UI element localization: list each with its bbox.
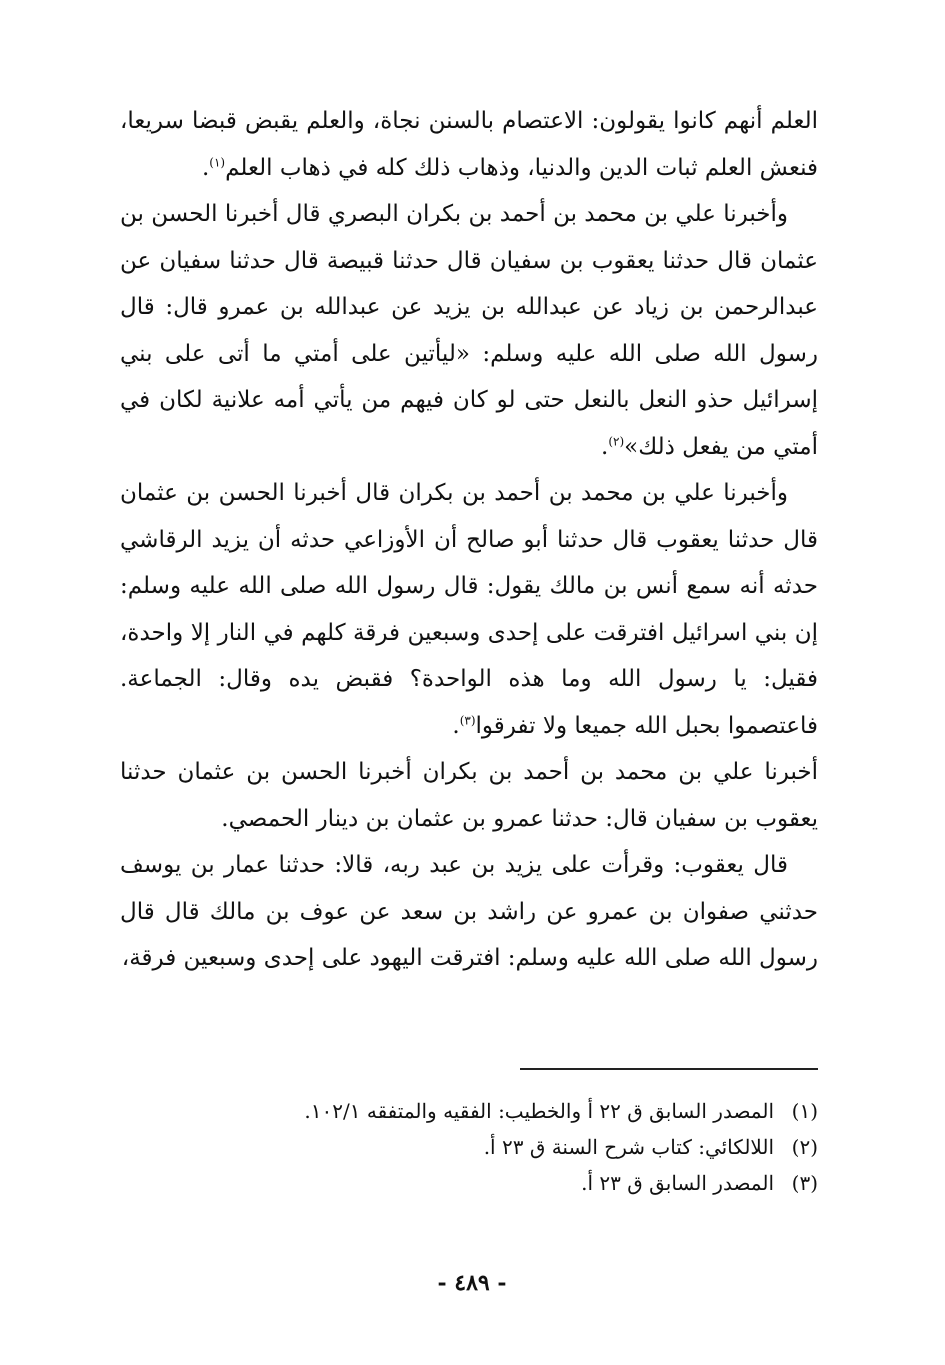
paragraph-text: قال يعقوب: وقرأت على يزيد بن عبد ربه، قالا: حدثنا عمار بن يوسف حدثني صفوان بن عمرو عن راشد بن سعد عن عوف بن مالك قال قال رسول الله صلى الله عليه وسلم: افترقت اليهود على إحدى وسبعين فرقة، — [120, 852, 818, 971]
footnote-2 — [120, 1129, 818, 1165]
footnote-mark: (١) — [209, 154, 226, 169]
footnote-number: (٢) — [791, 1135, 818, 1159]
footnote-text: المصدر السابق ق ٢٣ أ. — [581, 1171, 774, 1195]
footnotes — [120, 1093, 818, 1201]
paragraph-text: وأخبرنا علي بن محمد بن أحمد بن بكران البصري قال أخبرنا الحسن بن عثمان قال حدثنا يعقوب بن سفيان قال حدثنا قبيصة قال حدثنا سفيان عن عبدالرحمن بن زياد عن عبدالله بن يزيد عن عبدالله بن عمرو قال: قال رسول الله صلى الله عليه وسلم: «ليأتين على أمتي ما أتى على بني إسرائيل حذو النعل بالنعل حتى لو كان فيهم من يأتي أمه علانية لكان في أمتي من يفعل ذلك» — [120, 201, 818, 460]
paragraph-tail: . — [201, 154, 210, 181]
paragraph-5 — [120, 842, 818, 982]
main-text — [120, 98, 818, 982]
footnote-mark: (٣) — [459, 712, 476, 727]
footnote-3 — [120, 1165, 818, 1201]
footnote-text: المصدر السابق ق ٢٢ أ والخطيب: الفقيه والمتفقه ١٠٢/١. — [304, 1099, 774, 1123]
paragraph-text: العلم أنهم كانوا يقولون: الاعتصام بالسنن نجاة، والعلم يقبض قبضا سريعا، فنعش العلم ثبات الدين والدنيا، وذهاب ذلك كله في ذهاب العلم — [120, 108, 818, 181]
paragraph-1 — [120, 98, 818, 191]
footnote-number: (١) — [791, 1099, 818, 1123]
paragraph-text: أخبرنا علي بن محمد بن أحمد بن بكران أخبرنا الحسن بن عثمان حدثنا يعقوب بن سفيان قال: حدثنا عمرو بن عثمان بن دينار الحمصي. — [120, 759, 818, 832]
footnote-mark: (٢) — [608, 433, 625, 448]
paragraph-tail: . — [601, 433, 609, 460]
paragraph-tail: . — [452, 712, 460, 739]
page-number: - ٤٨٩ - — [437, 1270, 507, 1296]
paragraph-2 — [120, 191, 818, 470]
paragraph-text: وأخبرنا علي بن محمد بن أحمد بن بكران قال أخبرنا الحسن بن عثمان قال حدثنا يعقوب قال حدثنا أبو صالح أن الأوزاعي حدثه أن يزيد الرقاشي حدثه أنه سمع أنس بن مالك يقول: قال رسول الله صلى الله عليه وسلم: إن بني اسرائيل افترقت على إحدى وسبعين فرقة كلهم في النار إلا واحدة، فقيل: يا رسول الله وما هذه الواحدة؟ فقبض يده وقال: الجماعة. فاعتصموا بحبل الله جميعا ولا تفرقوا — [120, 480, 818, 739]
footnote-text: اللالكائي: كتاب شرح السنة ق ٢٣ أ. — [483, 1135, 774, 1159]
paragraph-3 — [120, 470, 818, 749]
footnote-1 — [120, 1093, 818, 1129]
footnote-number: (٣) — [791, 1171, 818, 1195]
footnote-separator-line — [520, 1068, 818, 1070]
paragraph-4 — [120, 749, 818, 842]
